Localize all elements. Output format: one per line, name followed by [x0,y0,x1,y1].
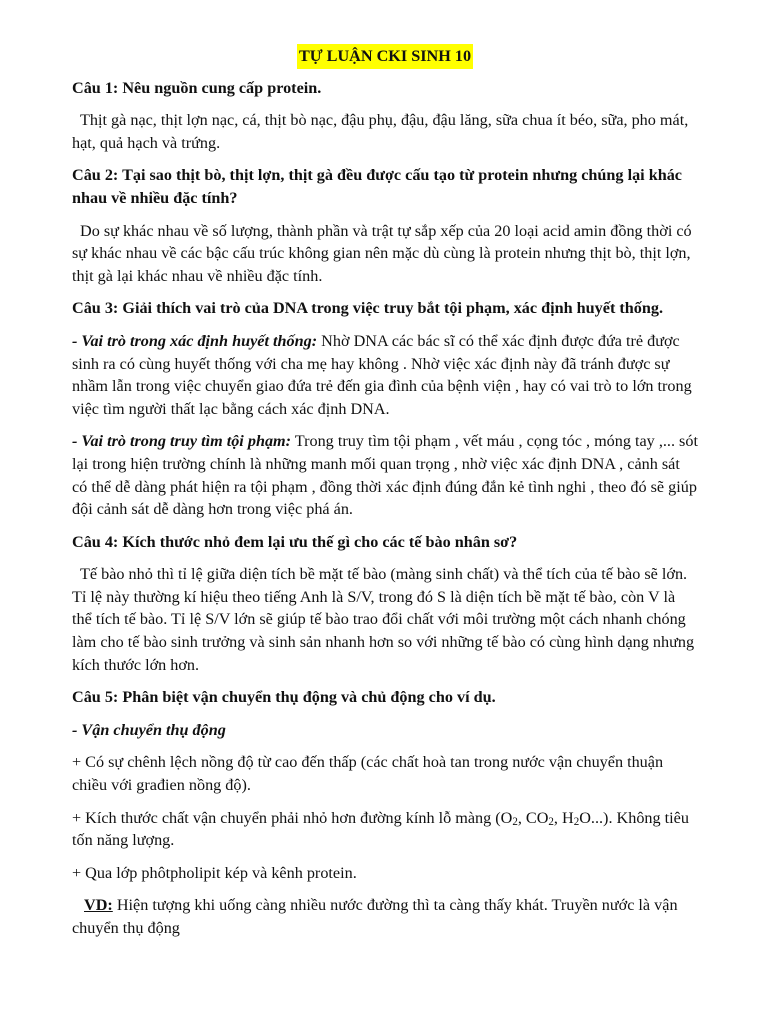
passive-bullet-3: + Qua lớp phôtpholipit kép và kênh protein. [72,863,357,882]
example-label: VD: [84,896,113,915]
paternity-text: Nhờ DNA các bác sĩ có thể xác định được đứa trẻ được sinh ra có cùng huyết thống với cha mẹ hay không . Nhờ việc xác định này đã tránh được sự nhầm lẫn trong việc chuyển giao đứa trẻ đến gia đình của bệnh viện , hay có vai trò to lớn trong việc tìm người thất lạc bằng cách xác định DNA. [72,331,692,418]
paternity-label: - Vai trò trong xác định huyết thống: [72,331,318,350]
title-wrap [72,44,698,69]
answer-3-crime [72,430,698,520]
question-4: Câu 4: Kích thước nhỏ đem lại ưu thế gì cho các tế bào nhân sơ? [72,532,518,551]
passive-transport-heading: - Vận chuyển thụ động [72,720,226,739]
subscript-o2: 2 [512,815,518,828]
question-5: Câu 5: Phân biệt vận chuyển thụ động và chủ động cho ví dụ. [72,688,496,707]
bullet-2-text-b: , CO [517,808,549,827]
answer-2: Do sự khác nhau về số lượng, thành phần và trật tự sắp xếp của 20 loại acid amin đồng thời có sự khác nhau về các bậc cấu trúc không gian nên mặc dù cùng là protein nhưng thịt bò, thịt lợn, thịt gà lại khác nhau về nhiều đặc tính. [72,221,692,285]
subscript-co2: 2 [548,815,554,828]
crime-text: Trong truy tìm tội phạm , vết máu , cọng tóc , móng tay ,... sót lại trong hiện trường chính là những manh mối quan trọng , nhờ việc xác định DNA , cảnh sát có thể dễ dàng phát hiện ra tội phạm , đồng thời xác định đúng đắn kẻ tình nghi , theo đó sẽ giúp đội cảnh sát dễ dàng hơn trong việc phá án. [72,432,698,519]
subscript-h2o: 2 [573,815,580,828]
question-1: Câu 1: Nêu nguồn cung cấp protein. [72,78,322,97]
question-2: Câu 2: Tại sao thịt bò, thịt lợn, thịt gà đều được cấu tạo từ protein nhưng chúng lại khác nhau về nhiều đặc tính? [72,166,682,207]
document-title: TỰ LUẬN CKI SINH 10 [297,44,473,69]
passive-bullet-2 [72,807,698,852]
answer-4: Tế bào nhỏ thì tỉ lệ giữa diện tích bề mặt tế bào (màng sinh chất) và thể tích của tế bào sẽ lớn. Tỉ lệ này thường kí hiệu theo tiếng Anh là S/V, trong đó S là diện tích bề mặt tế bào, còn V là thể tích tế bào. Tỉ lệ S/V lớn sẽ giúp tế bào trao đổi chất với môi trường một cách nhanh chóng làm cho tế bào sinh trưởng và sinh sản nhanh hơn so với những tế bào có cùng hình dạng nhưng kích thước lớn hơn. [72,565,695,674]
answer-1: Thịt gà nạc, thịt lợn nạc, cá, thịt bò nạc, đậu phụ, đậu, đậu lăng, sữa chua ít béo, sữa, pho mát, hạt, quả hạch và trứng. [72,111,689,152]
crime-label: - Vai trò trong truy tìm tội phạm: [72,432,292,451]
answer-3-paternity [72,330,698,420]
bullet-2-text-a: + Kích thước chất vận chuyển phải nhỏ hơn đường kính lỗ màng (O [72,808,513,827]
example-paragraph [72,894,698,939]
bullet-2-text-d: O...). Không tiêu tốn năng lượng. [72,808,689,850]
example-text: Hiện tượng khi uống càng nhiều nước đường thì ta càng thấy khát. Truyền nước là vận chuyển thụ động [72,896,678,937]
passive-bullet-1: + Có sự chênh lệch nồng độ từ cao đến thấp (các chất hoà tan trong nước vận chuyển thuận chiều với građien nồng độ). [72,753,664,795]
question-3: Câu 3: Giải thích vai trò của DNA trong việc truy bắt tội phạm, xác định huyết thống. [72,299,664,318]
bullet-2-text-c: , H [553,808,574,827]
